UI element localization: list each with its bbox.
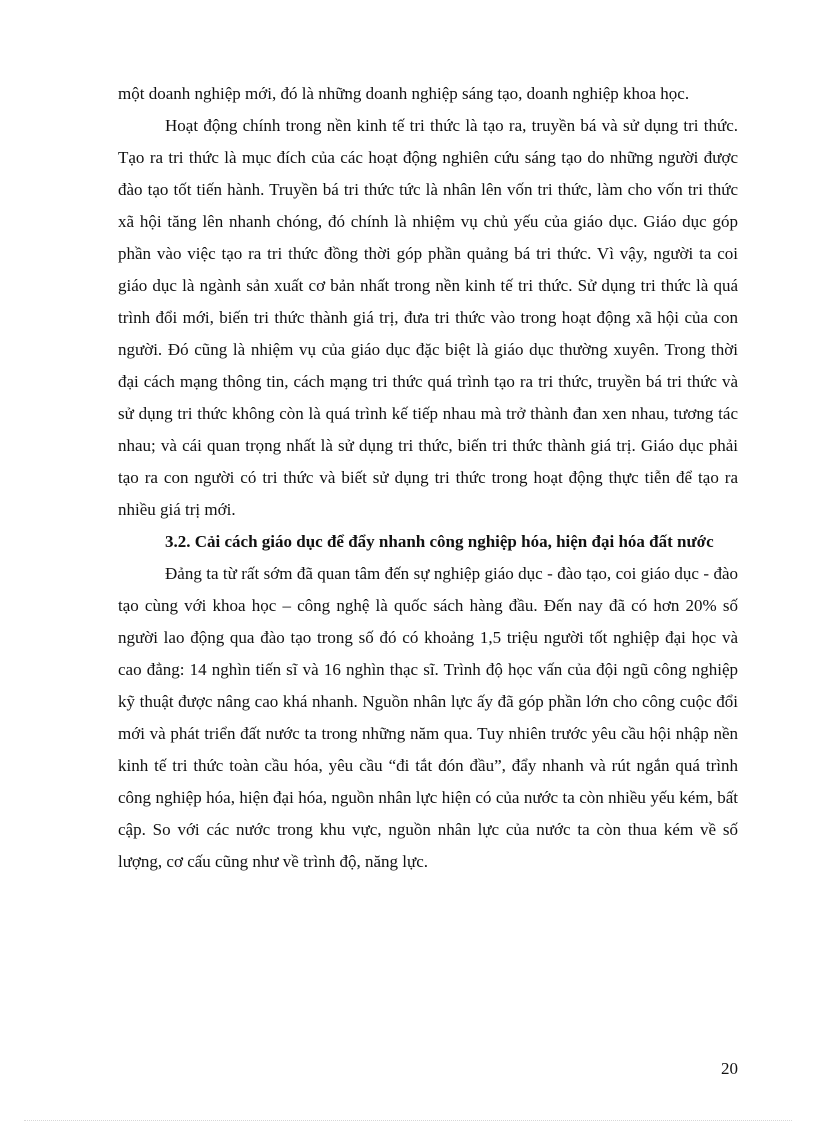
page-bottom-divider <box>24 1120 792 1121</box>
document-page <box>118 78 738 878</box>
paragraph-knowledge-economy: Hoạt động chính trong nền kinh tế tri thức là tạo ra, truyền bá và sử dụng tri thức. Tạo ra tri thức là mục đích của các hoạt động nghiên cứu sáng tạo do những người được đào tạo tốt tiến hành. Truyền bá tri thức tức là nhân lên vốn tri thức, làm cho vốn tri thức xã hội tăng lên nhanh chóng, đó chính là nhiệm vụ chủ yếu của giáo dục. Giáo dục góp phần vào việc tạo ra tri thức đồng thời góp phần quảng bá tri thức. Vì vậy, người ta coi giáo dục là ngành sản xuất cơ bản nhất trong nền kinh tế tri thức. Sử dụng tri thức là quá trình đổi mới, biến tri thức thành giá trị, đưa tri thức vào trong hoạt động xã hội của con người. Đó cũng là nhiệm vụ của giáo dục đặc biệt là giáo dục thường xuyên. Trong thời đại cách mạng thông tin, cách mạng tri thức quá trình tạo ra tri thức, truyền bá tri thức và sử dụng tri thức không còn là quá trình kế tiếp nhau mà trở thành đan xen nhau, tương tác nhau; và cái quan trọng nhất là sử dụng tri thức, biến tri thức thành giá trị. Giáo dục phải tạo ra con người có tri thức và biết sử dụng tri thức trong hoạt động thực tiễn để tạo ra nhiều giá trị mới. <box>118 116 738 519</box>
page-number: 20 <box>721 1059 738 1078</box>
section-heading-3-2: 3.2. Cải cách giáo dục để đẩy nhanh công nghiệp hóa, hiện đại hóa đất nước <box>165 532 714 551</box>
paragraph-continuation: một doanh nghiệp mới, đó là những doanh nghiệp sáng tạo, doanh nghiệp khoa học. <box>118 84 690 103</box>
paragraph-education-reform: Đảng ta từ rất sớm đã quan tâm đến sự nghiệp giáo dục - đào tạo, coi giáo dục - đào tạo cùng với khoa học – công nghệ là quốc sách hàng đầu. Đến nay đã có hơn 20% số người lao động qua đào tạo trong số đó có khoảng 1,5 triệu người tốt nghiệp đại học và cao đẳng: 14 nghìn tiến sĩ và 16 nghìn thạc sĩ. Trình độ học vấn của đội ngũ công nghiệp kỹ thuật được nâng cao khá nhanh. Nguồn nhân lực ấy đã góp phần lớn cho công cuộc đổi mới và phát triển đất nước ta trong những năm qua. Tuy nhiên trước yêu cầu hội nhập nền kinh tế tri thức toàn cầu hóa, yêu cầu “đi tắt đón đầu”, đẩy nhanh và rút ngắn quá trình công nghiệp hóa, hiện đại hóa, nguồn nhân lực hiện có của nước ta còn nhiều yếu kém, bất cập. So với các nước trong khu vực, nguồn nhân lực của nước ta còn thua kém về số lượng, cơ cấu cũng như về trình độ, năng lực. <box>118 564 738 871</box>
